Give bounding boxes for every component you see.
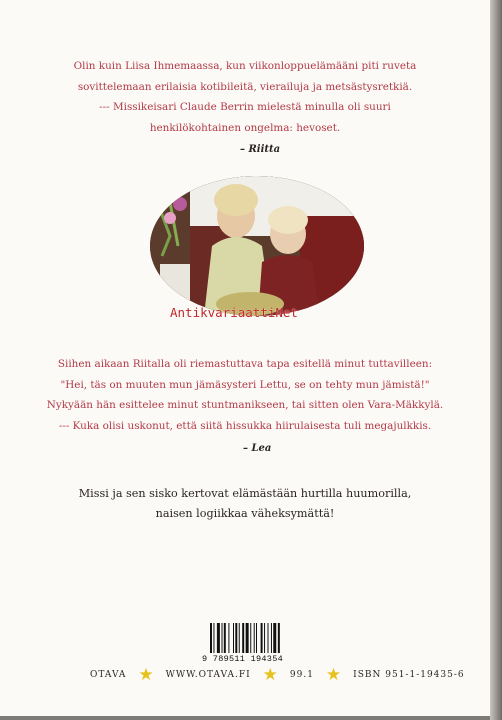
footer: [90, 665, 465, 685]
lea-quote: [40, 354, 450, 436]
blurb-line: Missi ja sen sisko kertovat elämästään hurtilla huumorilla,: [78, 487, 412, 500]
blurb-line: naisen logiikkaa väheksymättä!: [155, 507, 335, 520]
quote-line: --- Kuka olisi uskonut, että siitä hissukka hiirulaisesta tuli megajulkkis.: [58, 419, 432, 432]
barcode-bar: [213, 623, 214, 653]
barcode-bar: [273, 623, 276, 653]
star-icon: ★: [262, 665, 278, 685]
photo-illustration: [150, 176, 364, 316]
barcode-bar: [224, 623, 226, 653]
star-icon: ★: [138, 665, 154, 685]
watermark-text: AntikvariaattiNet: [170, 305, 298, 320]
barcode-bar: [222, 623, 223, 653]
riitta-signature: – Riitta: [240, 144, 281, 155]
publisher-name: OTAVA: [90, 670, 127, 680]
barcode-bar: [246, 623, 249, 653]
barcode-bar: [242, 623, 244, 653]
barcode-bar: [239, 623, 240, 653]
barcode-bar: [250, 623, 251, 653]
class-code: 99.1: [289, 670, 314, 680]
quote-line: --- Missikeisari Claude Berrin mielestä minulla oli suuri: [99, 101, 391, 113]
quote-line: Siihen aikaan Riitalla oli riemastuttava tapa esitellä minut tuttavilleen:: [57, 358, 433, 370]
barcode-bar: [268, 623, 269, 653]
star-icon: ★: [325, 665, 342, 685]
book-spine-edge: [490, 0, 502, 720]
quote-line: Nykyään hän esittelee minut stuntmanikseen, tai sitten olen Vara-Mäkkylä.: [46, 399, 444, 411]
quote-line: henkilökohtainen ongelma: hevoset.: [149, 121, 341, 134]
childhood-photo: [150, 176, 364, 316]
barcode-bar: [217, 623, 220, 653]
barcode-bar: [228, 623, 229, 653]
barcode-bar: [254, 623, 255, 653]
barcode-bar: [256, 623, 257, 653]
barcode-bar: [210, 623, 212, 653]
barcode-bar: [271, 623, 272, 653]
quote-line: "Hei, täs on muuten mun jämäsysteri Lettu, se on tehty mun jämistä!": [60, 378, 430, 391]
barcode-bar: [235, 623, 237, 653]
barcode-bar: [233, 623, 234, 653]
quote-line: Olin kuin Liisa Ihmemaassa, kun viikonloppuelämääni piti ruveta: [73, 60, 417, 72]
isbn: ISBN 951-1-19435-6: [353, 670, 465, 680]
barcode-bar: [261, 623, 263, 653]
lea-signature: – Lea: [243, 443, 272, 454]
barcode-number: 9 789511 194354: [202, 654, 284, 664]
riitta-quote: [40, 56, 450, 138]
website: WWW.OTAVA.FI: [165, 670, 251, 680]
blurb: [40, 484, 450, 524]
barcode-bar: [278, 623, 280, 653]
quote-line: sovittelemaan erilaisia kotibileitä, vierailuja ja metsästysretkiä.: [77, 80, 413, 93]
barcode-bar: [264, 623, 265, 653]
